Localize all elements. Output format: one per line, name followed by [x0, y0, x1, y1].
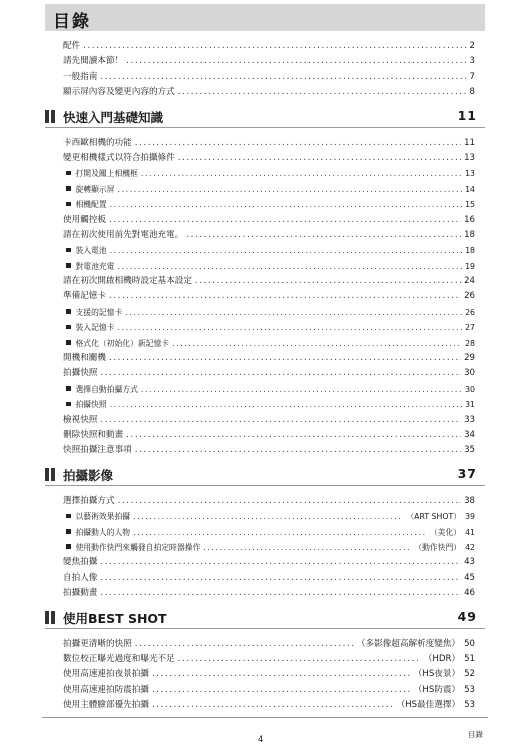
toc-entry-label: 使用高速連拍夜景拍攝 — [63, 669, 149, 680]
toc-entry[interactable] — [45, 667, 485, 682]
square-bullet-icon — [66, 202, 71, 207]
toc-entry[interactable] — [45, 652, 485, 667]
dot-leader — [178, 85, 467, 100]
dot-leader — [178, 652, 421, 667]
toc-entry-label: 配件 — [63, 41, 81, 51]
toc-entry-label: 變更相機樣式以符合拍攝條件 — [63, 152, 175, 163]
toc-entry-label: 選擇自動拍攝方式 — [75, 384, 138, 394]
toc-entry[interactable] — [45, 213, 485, 228]
toc-subentry[interactable] — [45, 540, 485, 555]
toc-entry-label: 使用主體臉部優先拍攝 — [63, 700, 149, 711]
toc-entry-page: 8 — [469, 87, 475, 98]
dot-leader — [118, 494, 461, 509]
dot-leader — [141, 382, 462, 397]
dot-leader — [100, 555, 461, 570]
toc-subentry[interactable] — [45, 336, 485, 351]
toc-entry[interactable] — [45, 136, 485, 151]
toc-entry-label: 拍攝快照 — [63, 368, 98, 379]
toc-entry-page: 11 — [464, 137, 475, 148]
toc-entry-label: 刪除快照和動畫 — [63, 429, 124, 440]
toc-entry-page: 28 — [465, 338, 475, 348]
dot-leader — [100, 70, 466, 85]
section-heading[interactable] — [45, 465, 485, 486]
toc-subentry[interactable] — [45, 182, 485, 197]
toc-entry-note: （HS防震） — [413, 684, 461, 695]
toc-entry-label: 拍攝更清晰的快照 — [63, 638, 132, 649]
dot-leader — [135, 443, 461, 458]
toc-entry-label: 以藝術效果拍攝 — [75, 512, 131, 522]
toc-entry-page: 45 — [464, 572, 475, 583]
toc-entry-label: 裝入記憶卡 — [75, 323, 115, 333]
toc-entry-label: 顯示屏內容及變更內容的方式 — [63, 87, 175, 98]
toc-entry-label: 自拍人像 — [63, 572, 98, 583]
square-bullet-icon — [66, 340, 71, 345]
toc-entry-page: 15 — [465, 200, 475, 210]
toc-entry-label: 一般指南 — [63, 71, 98, 82]
toc-entry-note: （多影像超高解析度變焦） — [356, 638, 461, 649]
toc-entry-label: 對電池充電 — [75, 261, 115, 271]
dot-leader — [126, 428, 461, 443]
toc-entry[interactable] — [45, 413, 485, 428]
section-bars-icon — [45, 468, 56, 481]
toc-entry-page: 31 — [465, 400, 475, 410]
toc-entry[interactable] — [45, 555, 485, 570]
dot-leader — [141, 166, 462, 181]
toc-entry-page: 18 — [464, 229, 475, 240]
dot-leader — [100, 586, 461, 601]
toc-entry-page: 7 — [469, 71, 475, 82]
toc-entry[interactable] — [45, 683, 485, 698]
section-bars-icon — [45, 110, 56, 123]
dot-leader — [152, 667, 411, 682]
dot-leader — [203, 540, 411, 555]
dot-leader — [109, 213, 461, 228]
toc-entry[interactable] — [45, 70, 485, 85]
toc-entry-label: 旋轉顯示屏 — [75, 184, 115, 194]
toc-entry-page: 29 — [464, 353, 475, 364]
toc-entry-page: 41 — [465, 527, 475, 537]
toc-entry-label: 支援的記憶卡 — [75, 307, 123, 317]
toc-entry-label: 快照拍攝注意事項 — [63, 445, 132, 456]
toc-entry-label: 檢視快照 — [63, 414, 98, 425]
toc-entry-page: 18 — [465, 246, 475, 256]
toc-entry[interactable] — [45, 54, 485, 69]
dot-leader — [125, 305, 462, 320]
toc-entry-note: （HS夜景） — [413, 669, 461, 680]
toc-entry-page: 53 — [464, 684, 475, 695]
toc-entry-label: 數位校正曝光過度和曝光不足 — [63, 653, 175, 664]
toc-entry[interactable] — [45, 571, 485, 586]
toc-entry-label: 使用高速連拍防震拍攝 — [63, 684, 149, 695]
toc-entry-label: 準備記憶卡 — [63, 291, 106, 302]
square-bullet-icon — [66, 325, 71, 330]
toc-entry-page: 27 — [465, 323, 475, 333]
dot-leader — [83, 39, 466, 54]
toc-entry[interactable] — [45, 39, 485, 54]
toc-entry-label: 請先閱讀本節！ — [63, 56, 124, 67]
dot-leader — [178, 151, 461, 166]
toc-subentry[interactable] — [45, 525, 485, 540]
table-of-contents — [45, 39, 485, 713]
toc-subentry[interactable] — [45, 509, 485, 524]
section-title: 拍攝影像 — [63, 467, 114, 483]
toc-entry-page: 42 — [465, 542, 475, 552]
dot-leader — [126, 54, 466, 69]
toc-entry-page: 24 — [464, 276, 475, 287]
toc-entry[interactable] — [45, 85, 485, 100]
dot-leader — [135, 637, 354, 652]
dot-leader — [133, 509, 403, 524]
toc-entry-label: 選擇拍攝方式 — [63, 495, 115, 506]
dot-leader — [195, 274, 461, 289]
square-bullet-icon — [66, 529, 71, 534]
toc-entry-label: 開機和關機 — [63, 353, 106, 364]
dot-leader — [100, 366, 461, 381]
footer-page-number: 4 — [258, 735, 264, 745]
toc-entry-label: 拍攝動畫 — [63, 588, 98, 599]
toc-entry-label: 裝入電池 — [75, 246, 107, 256]
toc-entry-note: （ART SHOT） — [406, 512, 462, 522]
dot-leader — [152, 683, 411, 698]
toc-subentry[interactable] — [45, 397, 485, 412]
dot-leader — [135, 136, 461, 151]
toc-entry-label: 拍攝快照 — [75, 400, 107, 410]
square-bullet-icon — [66, 248, 71, 253]
dot-leader — [109, 289, 461, 304]
toc-entry-page: 53 — [464, 700, 475, 711]
square-bullet-icon — [66, 514, 71, 519]
toc-entry[interactable] — [45, 274, 485, 289]
toc-entry-page: 26 — [465, 307, 475, 317]
toc-entry-note: （HDR） — [423, 653, 461, 664]
toc-entry[interactable] — [45, 698, 485, 713]
dot-leader — [109, 351, 461, 366]
section-heading[interactable] — [45, 107, 485, 128]
square-bullet-icon — [66, 309, 71, 314]
section-page: 37 — [457, 465, 477, 481]
dot-leader — [117, 182, 462, 197]
toc-entry-page: 38 — [464, 495, 475, 506]
section-page: 11 — [457, 107, 477, 123]
toc-entry[interactable] — [45, 151, 485, 166]
square-bullet-icon — [66, 171, 71, 176]
toc-entry[interactable] — [45, 586, 485, 601]
toc-subentry[interactable] — [45, 166, 485, 181]
toc-entry-page: 14 — [465, 184, 475, 194]
toc-entry-label: 請在初次使用前先對電池充電。 — [63, 229, 184, 240]
toc-entry-label: 使用動作快門來觸發自拍定時器操作 — [75, 542, 201, 552]
toc-entry-page: 43 — [464, 557, 475, 568]
square-bullet-icon — [66, 186, 71, 191]
section-title: 使用BEST SHOT — [63, 610, 167, 626]
dot-leader — [117, 320, 462, 335]
toc-entry[interactable] — [45, 428, 485, 443]
toc-entry-page: 33 — [464, 414, 475, 425]
toc-entry[interactable] — [45, 289, 485, 304]
toc-subentry[interactable] — [45, 320, 485, 335]
toc-entry-page: 39 — [465, 512, 475, 522]
toc-entry-page: 51 — [464, 653, 475, 664]
toc-entry-label: 格式化（初始化）新記憶卡 — [75, 338, 170, 348]
dot-leader — [152, 698, 394, 713]
toc-entry[interactable] — [45, 494, 485, 509]
toc-entry-note: （美化） — [429, 527, 462, 537]
dot-leader — [117, 259, 462, 274]
toc-entry[interactable] — [45, 228, 485, 243]
square-bullet-icon — [66, 544, 71, 549]
footer-divider — [42, 717, 488, 718]
toc-entry-page: 35 — [464, 445, 475, 456]
dot-leader — [110, 397, 462, 412]
toc-subentry[interactable] — [45, 197, 485, 212]
square-bullet-icon — [66, 386, 71, 391]
toc-entry-page: 34 — [464, 429, 475, 440]
square-bullet-icon — [66, 263, 71, 268]
toc-entry-page: 13 — [465, 169, 475, 179]
toc-entry-page: 30 — [464, 368, 475, 379]
dot-leader — [110, 197, 462, 212]
dot-leader — [100, 413, 461, 428]
section-page: 49 — [457, 608, 477, 624]
toc-subentry[interactable] — [45, 243, 485, 258]
toc-entry-label: 拍攝動人的人物 — [75, 527, 131, 537]
dot-leader — [100, 571, 461, 586]
toc-subentry[interactable] — [45, 259, 485, 274]
toc-entry-label: 請在初次開啟相機時設定基本設定 — [63, 276, 192, 287]
toc-entry-label: 卡西歐相機的功能 — [63, 137, 132, 148]
toc-entry[interactable] — [45, 443, 485, 458]
dot-leader — [186, 228, 461, 243]
square-bullet-icon — [66, 402, 71, 407]
toc-entry[interactable] — [45, 366, 485, 381]
dot-leader — [133, 525, 427, 540]
toc-entry[interactable] — [45, 351, 485, 366]
toc-entry-note: （HS最佳選擇） — [396, 700, 461, 711]
toc-subentry[interactable] — [45, 305, 485, 320]
section-title: 快速入門基礎知識 — [63, 109, 164, 125]
toc-title-bar — [45, 4, 485, 31]
section-heading[interactable] — [45, 608, 485, 629]
toc-entry-page: 26 — [464, 291, 475, 302]
toc-entry-label: 使用觸控板 — [63, 214, 106, 225]
toc-entry-page: 19 — [465, 261, 475, 271]
toc-entry-label: 變焦拍攝 — [63, 557, 98, 568]
toc-entry-label: 相機配置 — [75, 200, 107, 210]
toc-entry-page: 52 — [464, 669, 475, 680]
dot-leader — [172, 336, 462, 351]
toc-entry-page: 30 — [465, 384, 475, 394]
toc-entry-page: 13 — [464, 152, 475, 163]
toc-subentry[interactable] — [45, 382, 485, 397]
toc-entry-page: 2 — [469, 41, 475, 51]
toc-entry-page: 46 — [464, 588, 475, 599]
toc-entry-page: 50 — [464, 638, 475, 649]
toc-entry[interactable] — [45, 637, 485, 652]
dot-leader — [110, 243, 462, 258]
footer-section-label: 目錄 — [468, 730, 483, 739]
toc-entry-note: （動作快門） — [414, 542, 462, 552]
page-title: 目錄 — [53, 12, 91, 32]
toc-entry-label: 打開及關上相機框 — [75, 169, 138, 179]
toc-entry-page: 3 — [469, 56, 475, 67]
section-bars-icon — [45, 611, 56, 624]
toc-entry-page: 16 — [464, 214, 475, 225]
